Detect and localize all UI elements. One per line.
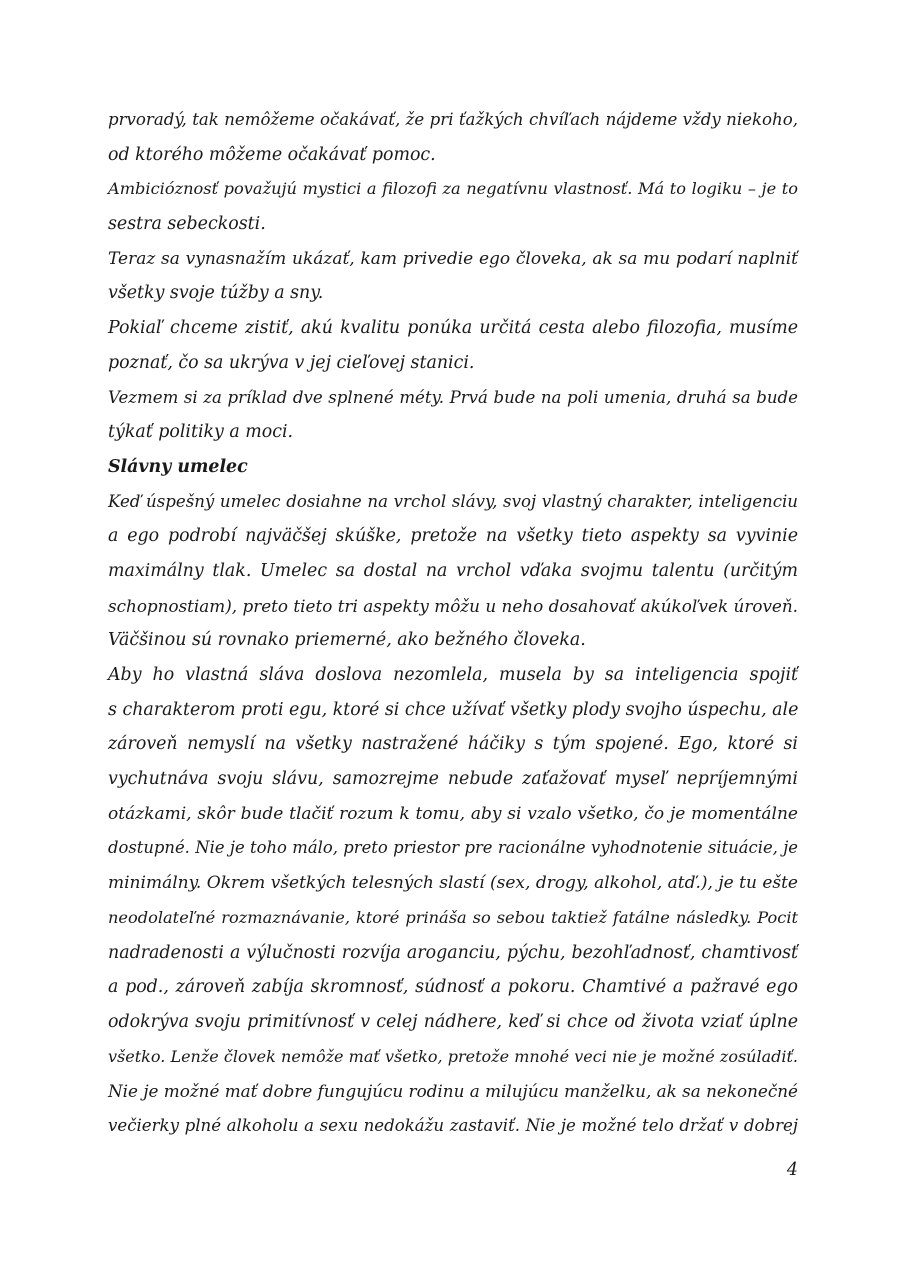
text-line: neodolateľné rozmaznávanie, ktoré prináša so sebou taktiež fatálne následky. Pocit [108,907,798,927]
text-line: minimálny. Okrem všetkých telesných slastí (sex, drogy, alkohol, atď.), je tu ešte [108,873,798,894]
body-text [108,103,798,1144]
text-line: Ambicióznosť považujú mystici a filozofi za negatívnu vlastnosť. Má to logiku – je to [108,179,798,199]
text-line: odokrýva svoju primitívnosť v celej nádhere, keď si chce od života vziať úplne [108,1011,798,1032]
text-line: od ktorého môžeme očakávať pomoc. [108,144,436,165]
text-line: Keď úspešný umelec dosiahne na vrchol slávy, svoj vlastný charakter, inteligenciu [108,491,798,511]
text-line: s charakterom proti egu, ktoré si chce užívať všetky plody svojho úspechu, ale [108,699,799,720]
text-line: maximálny tlak. Umelec sa dostal na vrchol vďaka svojmu talentu (určitým [108,560,798,581]
text-line: prvoradý, tak nemôžeme očakávať, že pri ťažkých chvíľach nájdeme vždy niekoho, [108,110,798,129]
text-line: a ego podrobí najväčšej skúške, pretože na všetky tieto aspekty sa vyvinie [108,526,798,547]
text-line: poznať, čo sa ukrýva v jej cieľovej stanici. [108,352,475,373]
text-line: Väčšinou sú rovnako priemerné, ako bežného človeka. [108,630,586,651]
text-line: všetky svoje túžby a sny. [108,283,324,304]
text-line: týkať politiky a moci. [108,422,294,443]
text-line: všetko. Lenže človek nemôže mať všetko, pretože mnohé veci nie je možné zosúladiť. [108,1046,798,1066]
section-heading: Slávny umelec [108,456,248,477]
text-line: a pod., zároveň zabíja skromnosť, súdnosť a pokoru. Chamtivé a pažravé ego [108,977,798,998]
text-line: schopnostiam), preto tieto tri aspekty môžu u neho dosahovať akúkoľvek úroveň. [108,595,798,616]
text-line: dostupné. Nie je toho málo, preto priestor pre racionálne vyhodnotenie situácie, je [108,838,798,858]
page-number: 4 [786,1160,798,1180]
text-line: Teraz sa vynasnažím ukázať, kam privedie ego človeka, ak sa mu podarí naplniť [108,248,798,269]
text-line: vychutnáva svoju slávu, samozrejme nebude zaťažovať myseľ nepríjemnými [108,769,798,790]
text-line: nadradenosti a výlučnosti rozvíja aroganciu, pýchu, bezohľadnosť, chamtivosť [108,942,798,963]
text-line: Vezmem si za príklad dve splnené méty. Prvá bude na poli umenia, druhá sa bude [108,387,798,407]
text-line: Nie je možné mať dobre fungujúcu rodinu a milujúcu manželku, ak sa nekonečné [108,1081,798,1102]
text-line: zároveň nemyslí na všetky nastražené háčiky s tým spojené. Ego, ktoré si [108,734,798,755]
text-line: Aby ho vlastná sláva doslova nezomlela, musela by sa inteligencia spojiť [108,665,798,685]
text-line: Pokiaľ chceme zistiť, akú kvalitu ponúka určitá cesta alebo filozofia, musíme [108,318,798,339]
text-line: večierky plné alkoholu a sexu nedokážu zastaviť. Nie je možné telo držať v dobrej [108,1115,798,1135]
text-line: sestra sebeckosti. [108,214,266,235]
text-line: otázkami, skôr bude tlačiť rozum k tomu, aby si vzalo všetko, čo je momentálne [108,803,798,824]
